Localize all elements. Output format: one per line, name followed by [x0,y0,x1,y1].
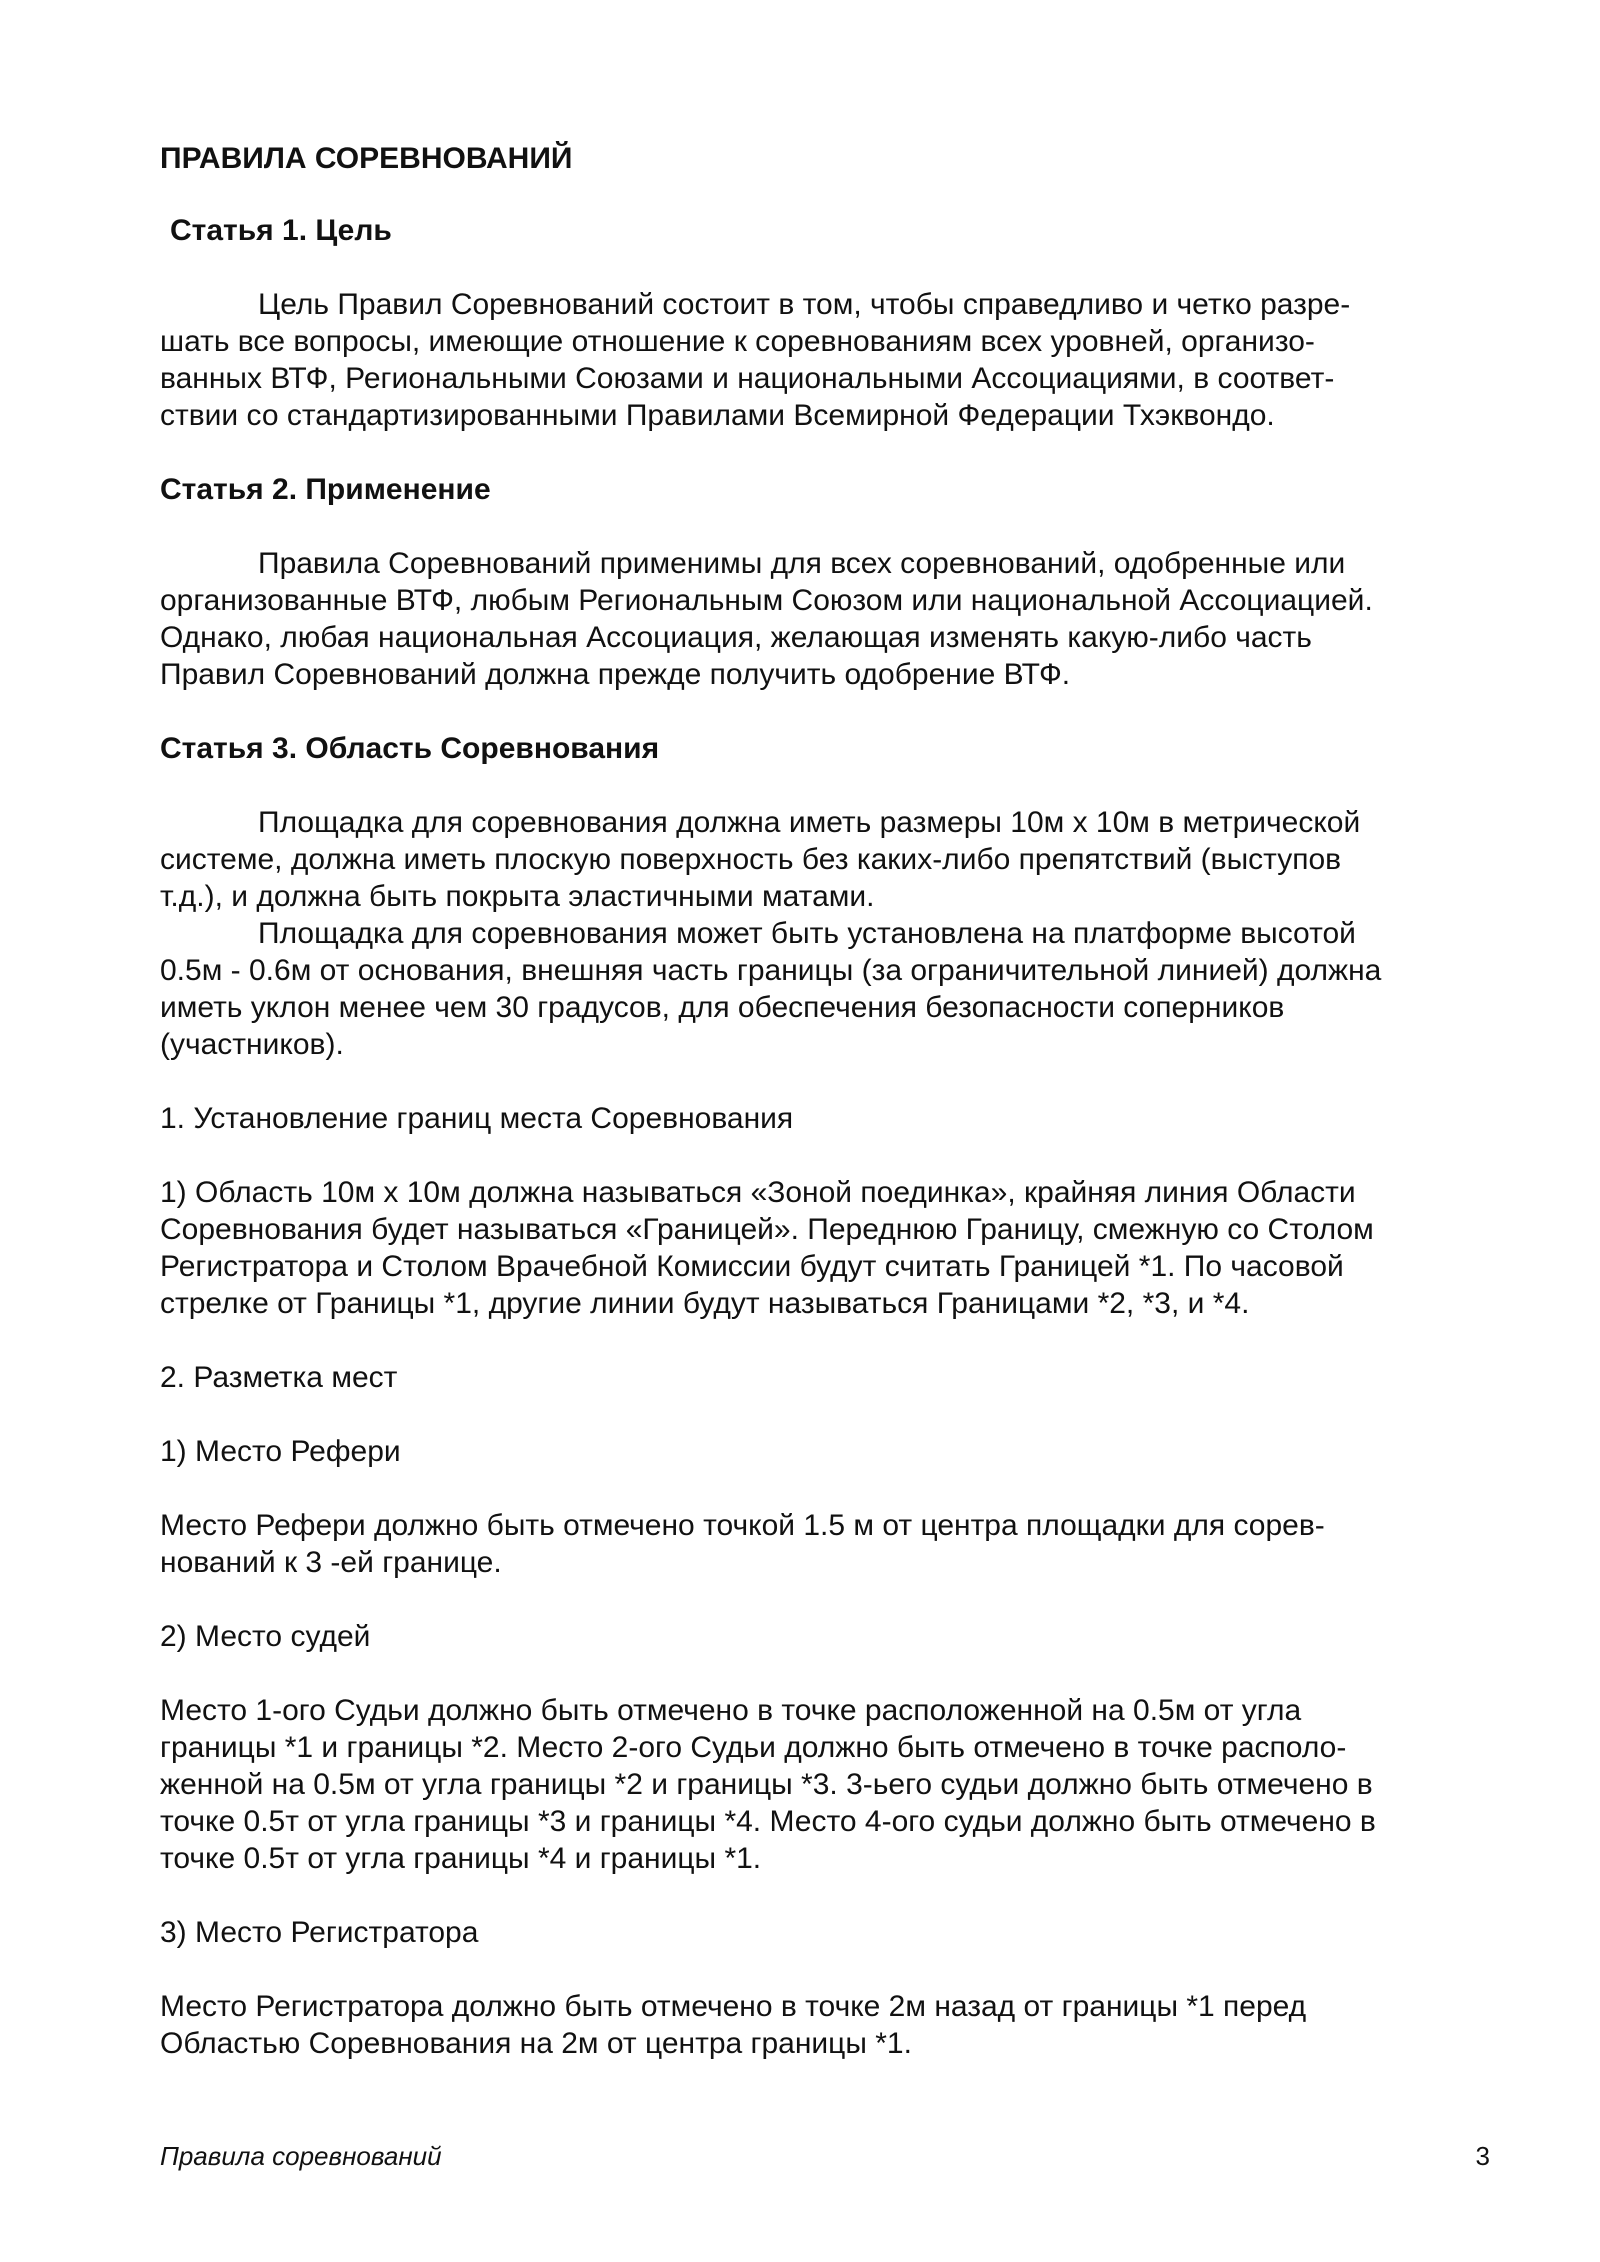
document-page [160,140,1500,2099]
referee-place-text: Место Рефери должно быть отмечено точкой 1.5 м от центра площадки для сорев- нований к 3 -ей границе. [160,1509,1325,1579]
judges-place-heading: 2) Место судей [160,1620,371,1653]
section-1-item-1: 1) Область 10м х 10м должна называться «Зоной поединка», крайняя линия Области Соревнования будет называться «Границей». Переднюю Границу, смежную со Столом Регистратора и Столом Врачебной Комиссии будут считать Границей *1. По часовой стрелке от Границы *1, другие линии будут называться Границами *2, *3, и *4. [160,1176,1374,1320]
article-2-heading: Статья 2. Применение [160,473,491,506]
article-3-paragraph-1: Площадка для соревнования должна иметь размеры 10м х 10м в метрической системе, должна иметь плоскую поверхность без каких-либо препятствий (выступов т.д.), и должна быть покрыта эластичными матами. [160,806,1361,913]
article-3-paragraph-2: Площадка для соревнования может быть установлена на платформе высотой 0.5м - 0.6м от основания, внешняя часть границы (за ограничительной линией) должна иметь уклон менее чем 30 градусов, для обеспечения безопасности соперников (участников). [160,917,1382,1061]
recorder-place-text: Место Регистратора должно быть отмечено в точке 2м назад от границы *1 перед Областью Соревнования на 2м от центра границы *1. [160,1990,1307,2060]
article-1-text: Цель Правил Соревнований состоит в том, чтобы справедливо и четко разре- шать все вопросы, имеющие отношение к соревнованиям всех уровней, организо- ванных ВТФ, Региональными Союзами и национальными Ассоциациями, в соответ- ствии со стандартизированными Правилами Всемирной Федерации Тхэквондо. [160,288,1351,432]
recorder-place-heading: 3) Место Регистратора [160,1916,479,1949]
article-2-text: Правила Соревнований применимы для всех соревнований, одобренные или организованные ВТФ, любым Региональным Союзом или национальной Ассоциацией. Однако, любая национальная Ассоциация, желающая изменять какую-либо часть Правил Соревнований должна прежде получить одобрение ВТФ. [160,547,1373,691]
judges-place-text: Место 1-ого Судьи должно быть отмечено в точке расположенной на 0.5м от угла границы *1 и границы *2. Место 2-ого Судьи должно быть отмечено в точке располо- женной на 0.5м от угла границы *2 и границы *3. 3-ьего судьи должно быть отмечено в точке 0.5т от угла границы *3 и границы *4. Место 4-ого судьи должно быть отмечено в точке 0.5т от угла границы *4 и границы *1. [160,1694,1376,1875]
referee-place-heading: 1) Место Рефери [160,1435,401,1468]
document-title: ПРАВИЛА СОРЕВНОВАНИЙ [160,142,573,175]
page-number: 3 [1475,2141,1490,2171]
article-3-heading: Статья 3. Область Соревнования [160,732,660,765]
section-2-heading: 2. Разметка мест [160,1361,398,1394]
section-1-heading: 1. Установление границ места Соревнования [160,1102,794,1135]
footer-title: Правила соревнований [160,2141,442,2171]
article-1-heading: Статья 1. Цель [170,214,392,247]
